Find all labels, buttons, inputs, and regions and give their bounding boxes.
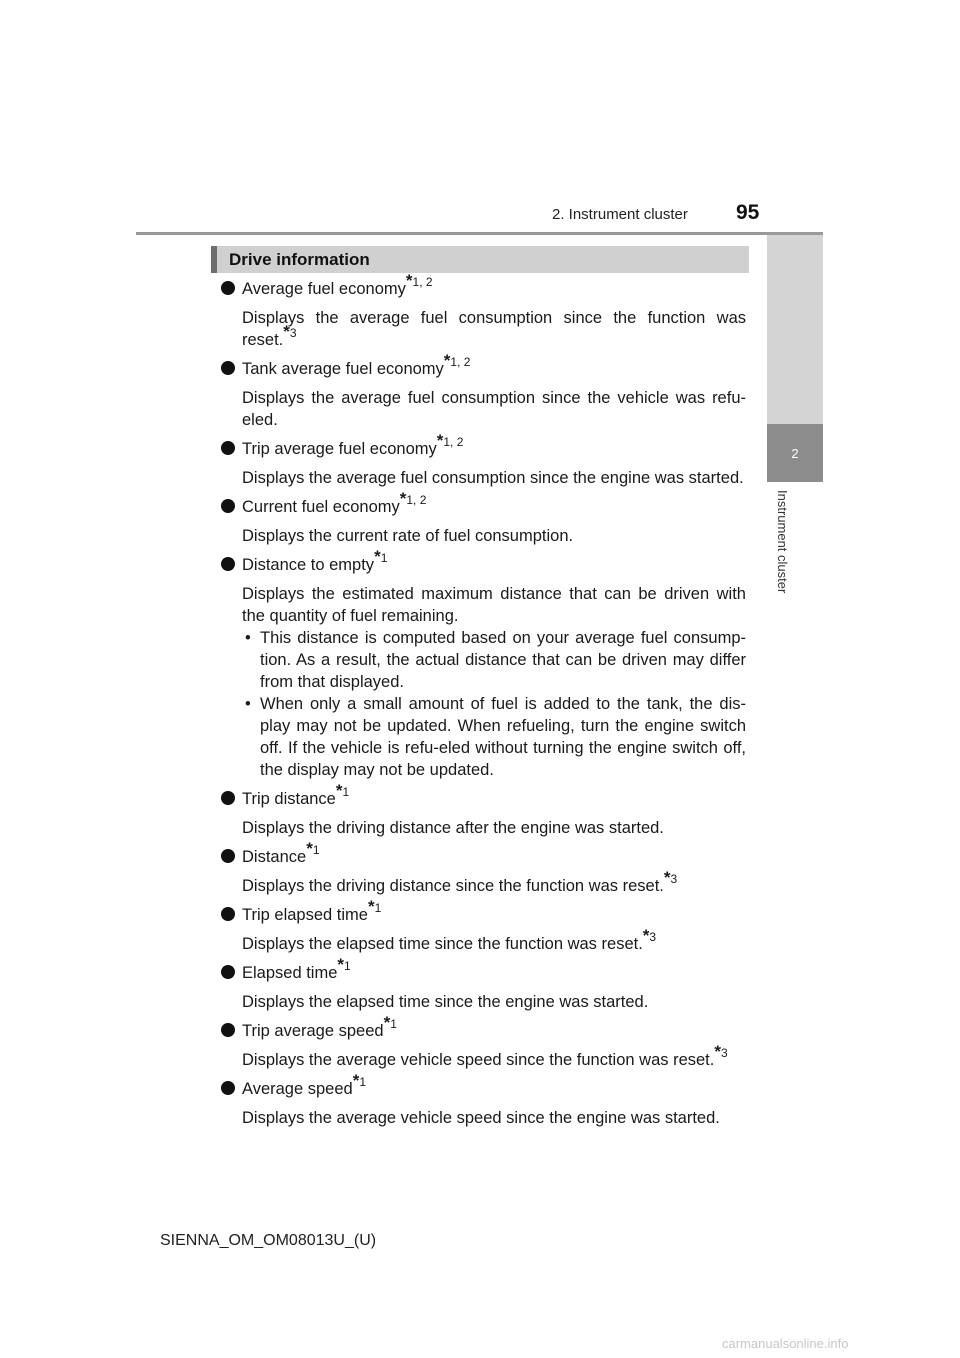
- asterisk: *: [352, 1070, 360, 1090]
- asterisk: *: [714, 1041, 721, 1061]
- item-description: [221, 867, 746, 897]
- footnote-ref: [663, 867, 678, 887]
- item-description-text: Displays the current rate of fuel consumption.: [242, 527, 574, 545]
- item-title-text: Average fuel economy: [242, 280, 406, 298]
- bullet-icon: [221, 791, 235, 805]
- footnote-ref: [352, 1070, 367, 1090]
- item-title-text: Elapsed time: [242, 964, 338, 982]
- list-item: [221, 270, 746, 351]
- footnote-ref: [642, 925, 657, 945]
- item-description: [221, 387, 746, 431]
- item-description: [221, 583, 746, 627]
- item-title-text: Current fuel economy: [242, 498, 400, 516]
- item-description-text: Displays the elapsed time since the function was reset.: [242, 935, 643, 953]
- bullet-icon: [221, 1081, 235, 1095]
- asterisk: *: [283, 321, 290, 341]
- item-title: [221, 546, 746, 576]
- footnote-ref: [335, 780, 350, 800]
- section-header-bar: [211, 246, 749, 273]
- footnote-number: 1: [359, 1074, 367, 1089]
- item-title: [221, 954, 746, 984]
- asterisk: *: [436, 430, 444, 450]
- list-item: [221, 430, 746, 489]
- item-description-text: Displays the average fuel consumption since the engine was started.: [242, 469, 744, 487]
- header-section-title: 2. Instrument cluster: [552, 206, 688, 223]
- footnote-ref: [714, 1041, 728, 1061]
- item-description: [221, 991, 746, 1013]
- list-item: [221, 896, 746, 955]
- item-title: [221, 896, 746, 926]
- footnote-number: 1, 2: [412, 274, 433, 289]
- item-description-text: Displays the driving distance after the engine was started.: [242, 819, 664, 837]
- list-item: [221, 1012, 746, 1071]
- footnote-ref: [374, 546, 388, 566]
- asterisk: *: [642, 925, 650, 945]
- footnote-number: 1: [312, 842, 320, 857]
- footnote-ref: [405, 270, 433, 290]
- item-title: [221, 838, 746, 868]
- bullet-icon: [221, 965, 235, 979]
- side-tab-label: Instrument cluster: [775, 490, 790, 594]
- asterisk: *: [663, 867, 671, 887]
- section-title: Drive information: [229, 250, 370, 269]
- item-description-text: Displays the average vehicle speed since the function was reset.: [242, 1051, 715, 1069]
- item-description-text: Displays the elapsed time since the engine was started.: [242, 993, 649, 1011]
- bullet-icon: [221, 907, 235, 921]
- item-title-text: Trip distance: [242, 790, 336, 808]
- asterisk: *: [405, 270, 413, 290]
- watermark: carmanualsonline.info: [722, 1336, 849, 1351]
- bullet-icon: [221, 1023, 235, 1037]
- bullet-icon: [221, 281, 235, 295]
- item-title: [221, 1070, 746, 1100]
- bullet-icon: [221, 557, 235, 571]
- list-item: [221, 1070, 746, 1129]
- item-description-text: Displays the estimated maximum distance that can be driven with the quantity of fuel remaining.: [242, 585, 746, 625]
- item-title: [221, 270, 746, 300]
- asterisk: *: [367, 896, 375, 916]
- list-item: [221, 546, 746, 788]
- list-item: [221, 838, 746, 897]
- footer-doc-id: SIENNA_OM_OM08013U_(U): [160, 1232, 377, 1249]
- footnote-ref: [367, 896, 382, 916]
- item-description: [221, 817, 746, 839]
- footnote-ref: [399, 488, 427, 508]
- footnote-number: 3: [649, 929, 657, 944]
- footnote-number: 1: [374, 900, 382, 915]
- item-title: [221, 350, 746, 380]
- item-description-text: Displays the average fuel consumption since the vehicle was refu-eled.: [242, 389, 746, 429]
- footnote-number: 3: [670, 871, 678, 886]
- footnote-ref: [337, 954, 351, 974]
- item-description: [221, 467, 746, 489]
- item-title: [221, 1012, 746, 1042]
- sub-bullet-item: [221, 627, 746, 693]
- bullet-icon: [221, 361, 235, 375]
- asterisk: *: [306, 838, 313, 858]
- bullet-icon: [221, 499, 235, 513]
- list-item: [221, 954, 746, 1013]
- item-title-text: Tank average fuel economy: [242, 360, 444, 378]
- side-tab-background: [767, 235, 823, 424]
- page-number: 95: [736, 201, 760, 224]
- list-item: [221, 488, 746, 547]
- item-description-text: Displays the average vehicle speed since the engine was started.: [242, 1109, 720, 1127]
- list-item: [221, 350, 746, 431]
- sub-bullet-item: [221, 693, 746, 781]
- item-description: [221, 1041, 746, 1071]
- spacer: [221, 781, 746, 788]
- asterisk: *: [374, 546, 381, 566]
- footnote-number: 1, 2: [406, 492, 427, 507]
- footnote-number: 1: [390, 1016, 397, 1031]
- item-description: [221, 1107, 746, 1129]
- sub-bullet-text: When only a small amount of fuel is added to the tank, the dis-play may not be updated. When refueling, turn the engine switch off. If the vehicle is refu-eled without turning the engine switch off, the display may not be updated.: [260, 695, 746, 779]
- bullet-icon: [221, 441, 235, 455]
- item-description: [221, 307, 746, 351]
- asterisk: *: [337, 954, 345, 974]
- asterisk: *: [383, 1012, 391, 1032]
- item-title-text: Distance: [242, 848, 307, 866]
- item-description: [221, 925, 746, 955]
- header-rule: [136, 232, 823, 235]
- item-title-text: Trip elapsed time: [242, 906, 368, 924]
- item-title-text: Average speed: [242, 1080, 353, 1098]
- item-title: [221, 488, 746, 518]
- asterisk: *: [443, 350, 451, 370]
- item-title-text: Trip average fuel economy: [242, 440, 437, 458]
- item-description: [221, 525, 746, 547]
- sub-bullet-text: This distance is computed based on your average fuel consump-tion. As a result, the actual distance that can be driven may differ from that displayed.: [260, 629, 746, 691]
- footnote-ref: [443, 350, 471, 370]
- sub-bullet-dot: •: [245, 629, 251, 647]
- item-title: [221, 430, 746, 460]
- footnote-number: 1: [380, 550, 388, 565]
- item-title-text: Trip average speed: [242, 1022, 384, 1040]
- footnote-ref: [283, 321, 297, 341]
- bullet-icon: [221, 849, 235, 863]
- side-tab-number: 2: [767, 424, 823, 482]
- content-list: [221, 270, 746, 1136]
- list-item: [221, 780, 746, 839]
- item-description-text: Displays the average fuel consumption since the function was reset.: [242, 309, 746, 349]
- footnote-number: 1, 2: [443, 434, 464, 449]
- footnote-ref: [436, 430, 464, 450]
- asterisk: *: [399, 488, 407, 508]
- item-description-text: Displays the driving distance since the function was reset.: [242, 877, 664, 895]
- footnote-number: 1, 2: [450, 354, 471, 369]
- footnote-number: 3: [720, 1045, 728, 1060]
- footnote-ref: [383, 1012, 397, 1032]
- footnote-number: 3: [289, 325, 297, 340]
- item-title-text: Distance to empty: [242, 556, 375, 574]
- footnote-number: 1: [342, 784, 350, 799]
- footnote-number: 1: [344, 958, 351, 973]
- sub-bullet-dot: •: [245, 695, 251, 713]
- asterisk: *: [335, 780, 343, 800]
- footnote-ref: [306, 838, 320, 858]
- item-title: [221, 780, 746, 810]
